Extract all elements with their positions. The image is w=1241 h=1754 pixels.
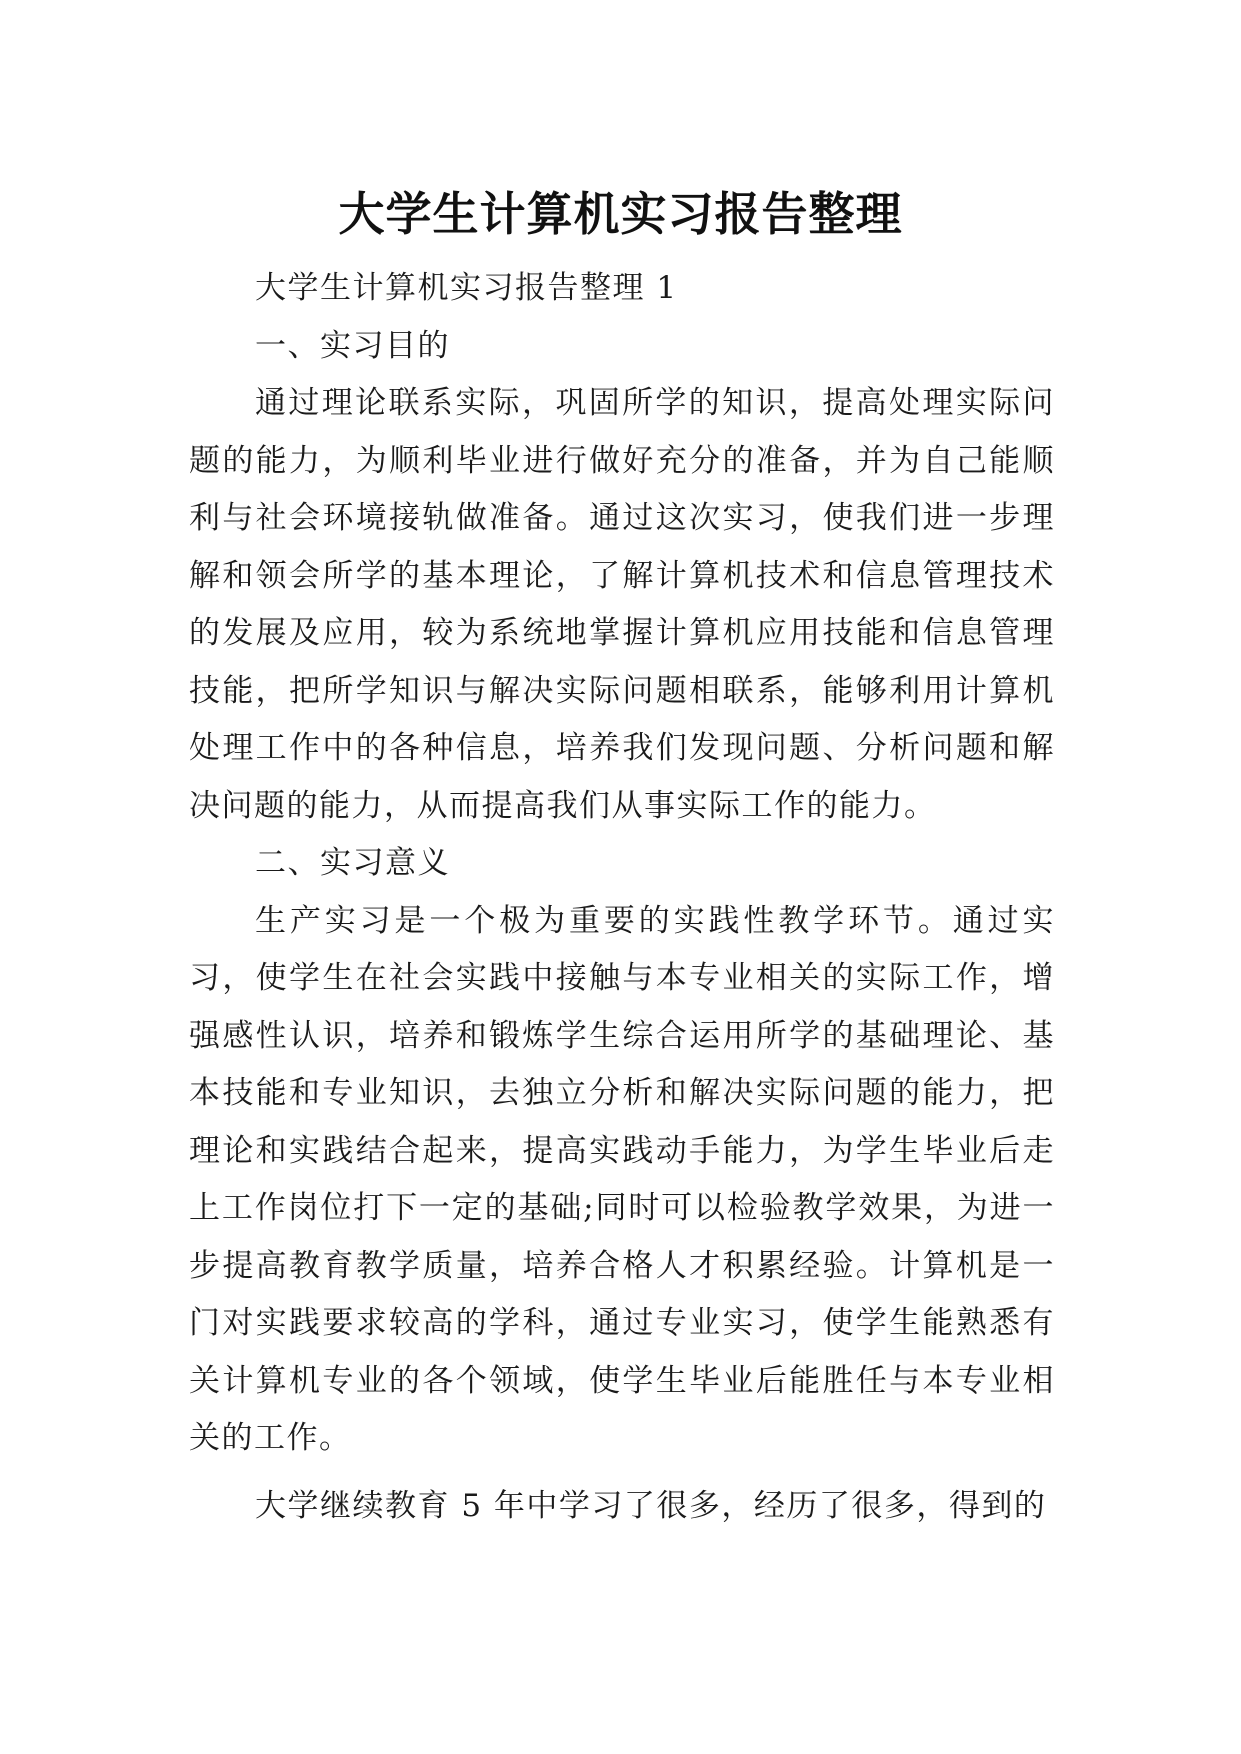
document-body (189, 260, 1055, 1535)
section-heading-purpose: 一、实习目的 (255, 327, 450, 364)
paragraph-purpose: 通过理论联系实际，巩固所学的知识，提高处理实际问题的能力，为顺利毕业进行做好充分的准备，并为自己能顺利与社会环境接轨做准备。通过这次实习，使我们进一步理解和领会所学的基本理论，了解计算机技术和信息管理技术的发展及应用，较为系统地掌握计算机应用技能和信息管理技能，把所学知识与解决实际问题相联系，能够利用计算机处理工作中的各种信息，培养我们发现问题、分析问题和解决问题的能力，从而提高我们从事实际工作的能力。 (189, 385, 1055, 824)
section-heading-significance: 二、实习意义 (255, 845, 450, 881)
section-heading-report-number: 大学生计算机实习报告整理 1 (255, 270, 678, 306)
paragraph-significance: 生产实习是一个极为重要的实践性教学环节。通过实习，使学生在社会实践中接触与本专业相关的实际工作，增强感性认识，培养和锻炼学生综合运用所学的基础理论、基本技能和专业知识，去独立分析和解决实际问题的能力，把理论和实践结合起来，提高实践动手能力，为学生毕业后走上工作岗位打下一定的基础;同时可以检验教学效果，为进一步提高教育教学质量，培养合格人才积累经验。计算机是一门对实践要求较高的学科，通过专业实习，使学生能熟悉有关计算机专业的各个领域，使学生毕业后能胜任与本专业相关的工作。 (189, 902, 1055, 1456)
document-title: 大学生计算机实习报告整理 (338, 186, 903, 241)
paragraph-continuing-education: 大学继续教育 5 年中学习了很多，经历了很多，得到的 (255, 1487, 1047, 1524)
